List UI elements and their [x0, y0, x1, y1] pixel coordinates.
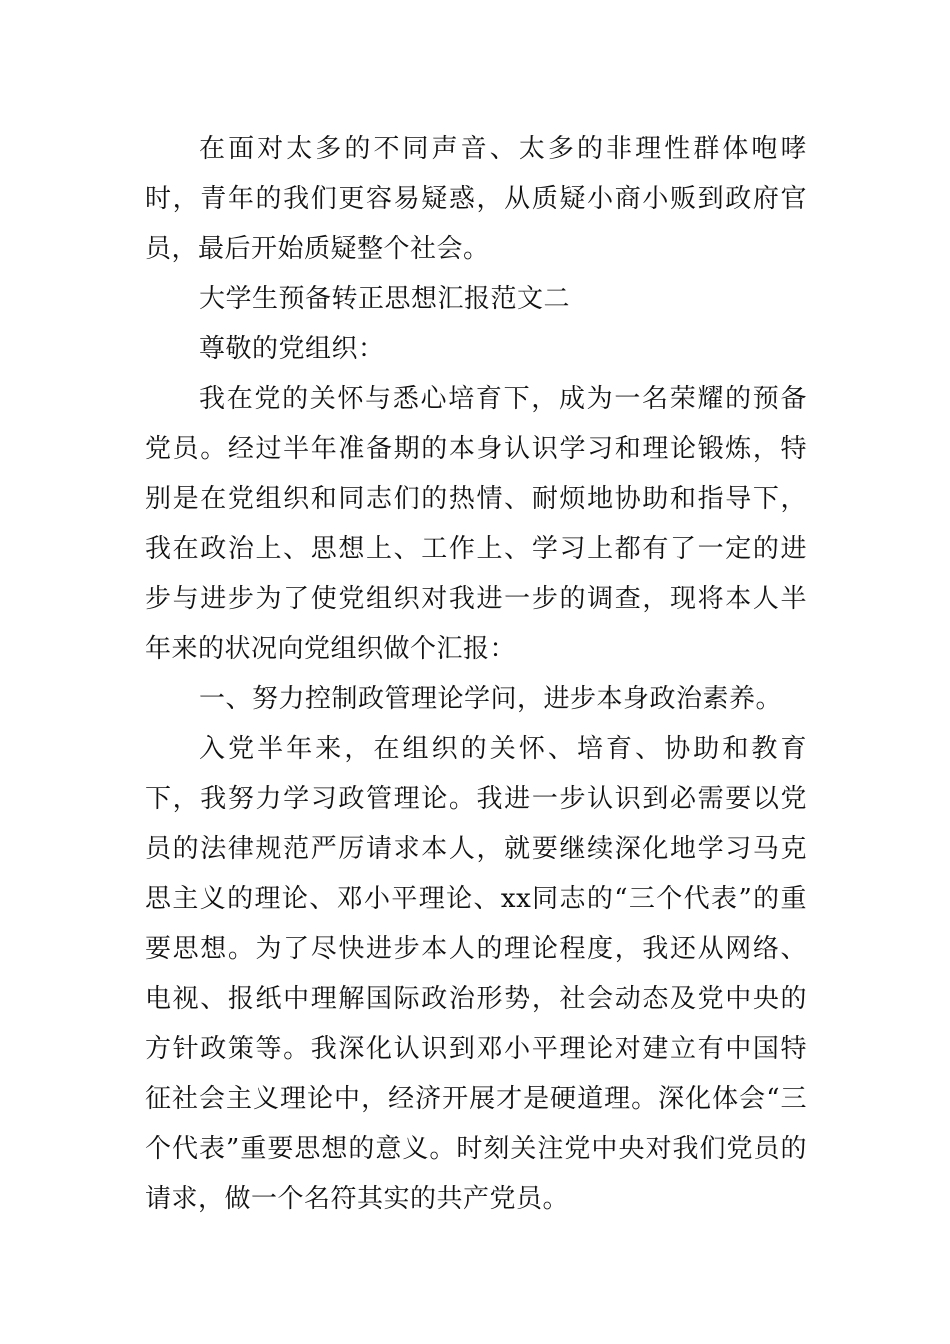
document-body: [145, 124, 807, 1224]
section-title: 大学生预备转正思想汇报范文二: [199, 284, 571, 314]
salutation: 尊敬的党组织：: [199, 334, 385, 364]
heading-point-one: 一、努力控制政管理论学问，进步本身政治素养。: [199, 684, 783, 714]
paragraph-opening: 在面对太多的不同声音、太多的非理性群体咆哮时，青年的我们更容易疑惑，从质疑小商小贩到政府官员，最后开始质疑整个社会。: [145, 134, 807, 264]
paragraph-point-one: 入党半年来，在组织的关怀、培育、协助和教育下，我努力学习政管理论。我进一步认识到必需要以党员的法律规范严厉请求本人，就要继续深化地学习马克思主义的理论、邓小平理论、xx同志的“三个代表”的重要思想。为了尽快进步本人的理论程度，我还从网络、电视、报纸中理解国际政治形势，社会动态及党中央的方针政策等。我深化认识到邓小平理论对建立有中国特征社会主义理论中，经济开展才是硬道理。深化体会“三个代表”重要思想的意义。时刻关注党中央对我们党员的请求，做一个名符其实的共产党员。: [145, 734, 807, 1214]
paragraph-introduction: 我在党的关怀与悉心培育下，成为一名荣耀的预备党员。经过半年准备期的本身认识学习和理论锻炼，特别是在党组织和同志们的热情、耐烦地协助和指导下，我在政治上、思想上、工作上、学习上都有了一定的进步与进步为了使党组织对我进一步的调查，现将本人半年来的状况向党组织做个汇报：: [145, 384, 807, 664]
